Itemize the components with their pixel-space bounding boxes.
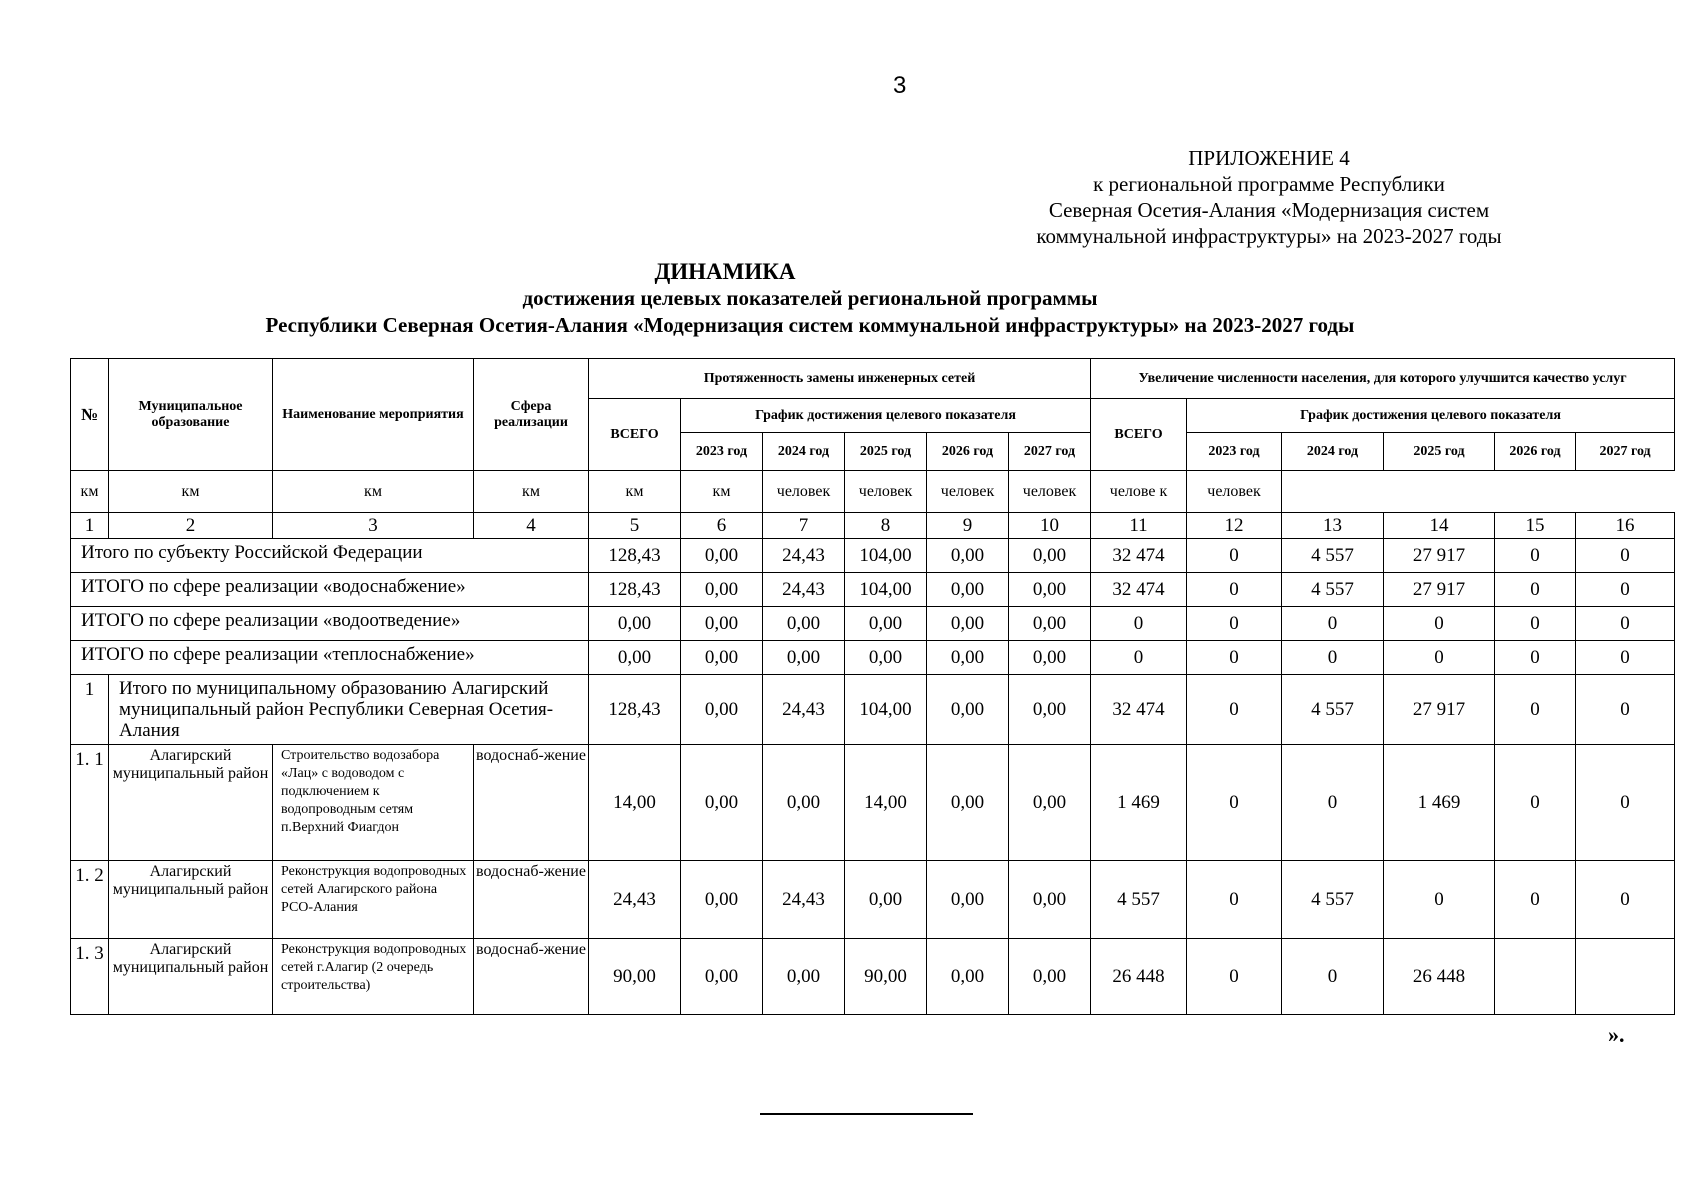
table-cell: 26 448: [1384, 939, 1495, 1015]
header-year-km: 2025 год: [845, 433, 927, 471]
column-number: 3: [273, 513, 474, 539]
table-cell: 1 469: [1384, 745, 1495, 861]
table-cell: 0: [1187, 675, 1282, 745]
table-cell: 24,43: [763, 861, 845, 939]
table-cell: 0,00: [763, 745, 845, 861]
header-year-km: 2027 год: [1009, 433, 1091, 471]
header-no: №: [71, 359, 109, 471]
table-cell: 14,00: [589, 745, 681, 861]
table-header: [71, 359, 1675, 539]
table-cell: 0: [1282, 607, 1384, 641]
table-cell: 0,00: [589, 607, 681, 641]
title-sub-1: достижения целевых показателей региональной программы: [522, 286, 1098, 310]
table-cell: [1576, 939, 1675, 1015]
table-cell: 0: [1495, 573, 1576, 607]
table-cell: 0,00: [1009, 539, 1091, 573]
column-number: 12: [1187, 513, 1282, 539]
appendix-line-3: Северная Осетия-Алания «Модернизация систем: [1048, 198, 1490, 222]
table-cell: 0,00: [927, 675, 1009, 745]
appendix-line-1: ПРИЛОЖЕНИЕ 4: [1188, 146, 1350, 170]
table-cell: 0: [1384, 861, 1495, 939]
row-number: 1. 1: [71, 745, 109, 861]
page-number: 3: [893, 72, 907, 99]
table-cell: 0: [1495, 539, 1576, 573]
table-cell: 0,00: [1009, 675, 1091, 745]
table-cell: 0,00: [927, 573, 1009, 607]
table-cell: 0: [1495, 675, 1576, 745]
column-number: 15: [1495, 513, 1576, 539]
header-year-people: 2023 год: [1187, 433, 1282, 471]
table-cell: 0,00: [927, 641, 1009, 675]
table-cell: 26 448: [1091, 939, 1187, 1015]
header-total-people: ВСЕГО: [1091, 399, 1187, 471]
table-cell: 0,00: [927, 939, 1009, 1015]
table-cell: 32 474: [1091, 539, 1187, 573]
table-cell: 0: [1495, 641, 1576, 675]
unit-people: человек: [1009, 471, 1091, 513]
table-cell: 0,00: [763, 641, 845, 675]
table-cell: 0,00: [927, 539, 1009, 573]
header-year-people: 2026 год: [1495, 433, 1576, 471]
header-year-km: 2026 год: [927, 433, 1009, 471]
table-cell: 0,00: [845, 607, 927, 641]
table-cell: 32 474: [1091, 675, 1187, 745]
header-group-population: Увеличение численности населения, для которого улучшится качество услуг: [1091, 359, 1675, 399]
table-row: [71, 861, 1675, 939]
column-number: 5: [589, 513, 681, 539]
table-cell: 0: [1282, 641, 1384, 675]
row-number: 1: [71, 675, 109, 745]
table-cell: 0,00: [1009, 939, 1091, 1015]
table-cell: [1495, 939, 1576, 1015]
header-year-people: 2024 год: [1282, 433, 1384, 471]
header-sphere: Сфера реализации: [474, 359, 589, 471]
table-cell: 90,00: [589, 939, 681, 1015]
table-cell: 4 557: [1091, 861, 1187, 939]
table-cell: 24,43: [763, 573, 845, 607]
unit-km: км: [273, 471, 474, 513]
table-row: [71, 641, 1675, 675]
table-cell: 0: [1576, 745, 1675, 861]
header-year-people: 2025 год: [1384, 433, 1495, 471]
row-municipality: Алагирский муниципальный район: [109, 861, 273, 939]
appendix-line-2: к региональной программе Республики: [1093, 172, 1445, 196]
table-cell: 4 557: [1282, 861, 1384, 939]
table-cell: 0,00: [681, 939, 763, 1015]
table-cell: 128,43: [589, 573, 681, 607]
table-cell: 0: [1187, 861, 1282, 939]
table-cell: 0,00: [681, 607, 763, 641]
column-number: 9: [927, 513, 1009, 539]
table-cell: 0,00: [681, 861, 763, 939]
column-number: 4: [474, 513, 589, 539]
column-number: 2: [109, 513, 273, 539]
table-cell: 0: [1091, 607, 1187, 641]
unit-km: км: [681, 471, 763, 513]
table-cell: 0: [1091, 641, 1187, 675]
unit-km: км: [589, 471, 681, 513]
table-body: [71, 539, 1675, 1015]
unit-people: человек: [845, 471, 927, 513]
table-cell: 0,00: [1009, 745, 1091, 861]
unit-km: км: [109, 471, 273, 513]
end-rule: [760, 1113, 973, 1115]
table-row: [71, 607, 1675, 641]
document-title: [70, 258, 1650, 339]
column-number-row: [71, 513, 1675, 539]
column-number: 10: [1009, 513, 1091, 539]
title-sub-2: Республики Северная Осетия-Алания «Модернизация систем коммунальной инфраструктуры» на 2023-2027 годы: [265, 313, 1355, 337]
title-main: ДИНАМИКА: [654, 259, 796, 284]
header-group-networks: Протяженность замены инженерных сетей: [589, 359, 1091, 399]
header-activity: Наименование мероприятия: [273, 359, 474, 471]
table-cell: 0,00: [927, 745, 1009, 861]
header-total-km: ВСЕГО: [589, 399, 681, 471]
table-cell: 0: [1576, 607, 1675, 641]
table-cell: 27 917: [1384, 675, 1495, 745]
header-schedule-km: График достижения целевого показателя: [681, 399, 1091, 433]
table-cell: 0,00: [589, 641, 681, 675]
table-cell: 0: [1576, 573, 1675, 607]
table-cell: 0,00: [1009, 573, 1091, 607]
row-label: ИТОГО по сфере реализации «теплоснабжение»: [71, 641, 589, 675]
row-label: Итого по муниципальному образованию Алагирский муниципальный район Республики Северная Осетия-Алания: [109, 675, 589, 745]
column-number: 13: [1282, 513, 1384, 539]
table-cell: 27 917: [1384, 573, 1495, 607]
table-cell: 0,00: [927, 861, 1009, 939]
column-number: 11: [1091, 513, 1187, 539]
table-cell: 0: [1187, 539, 1282, 573]
unit-km: км: [474, 471, 589, 513]
column-number: 7: [763, 513, 845, 539]
row-activity: Реконструкция водопроводных сетей г.Алагир (2 очередь строительства): [273, 939, 474, 1015]
table-cell: 0: [1576, 675, 1675, 745]
table-cell: 0: [1576, 641, 1675, 675]
table-cell: 0: [1187, 573, 1282, 607]
table-cell: 24,43: [763, 539, 845, 573]
table-cell: 0,00: [927, 607, 1009, 641]
table-row: [71, 539, 1675, 573]
column-number: 6: [681, 513, 763, 539]
table-cell: 32 474: [1091, 573, 1187, 607]
column-number: 16: [1576, 513, 1675, 539]
header-municipality: Муниципальное образование: [109, 359, 273, 471]
table-cell: 0: [1495, 745, 1576, 861]
table-cell: 0,00: [681, 641, 763, 675]
row-activity: Реконструкция водопроводных сетей Алагирского района РСО-Алания: [273, 861, 474, 939]
table-cell: 4 557: [1282, 539, 1384, 573]
row-sphere: водоснаб-жение: [474, 939, 589, 1015]
unit-people: человек: [763, 471, 845, 513]
column-number: 1: [71, 513, 109, 539]
table-cell: 0: [1576, 539, 1675, 573]
closing-quote-mark: ».: [1608, 1022, 1625, 1047]
indicators-table: [70, 358, 1675, 1015]
table-cell: 14,00: [845, 745, 927, 861]
table-cell: 0: [1187, 607, 1282, 641]
table-cell: 1 469: [1091, 745, 1187, 861]
table-cell: 0,00: [1009, 861, 1091, 939]
table-cell: 27 917: [1384, 539, 1495, 573]
table-cell: 90,00: [845, 939, 927, 1015]
table-row: [71, 939, 1675, 1015]
unit-people: челове к: [1091, 471, 1187, 513]
table-row: [71, 573, 1675, 607]
table-cell: 0: [1187, 939, 1282, 1015]
table-cell: 0,00: [681, 539, 763, 573]
header-year-km: 2024 год: [763, 433, 845, 471]
table-cell: 0: [1282, 745, 1384, 861]
table-cell: 4 557: [1282, 573, 1384, 607]
table-row-municipal-total: [71, 675, 1675, 745]
table-cell: 104,00: [845, 539, 927, 573]
table-cell: 128,43: [589, 675, 681, 745]
row-sphere: водоснаб-жение: [474, 745, 589, 861]
column-number: 8: [845, 513, 927, 539]
row-label: Итого по субъекту Российской Федерации: [71, 539, 589, 573]
header-year-km: 2023 год: [681, 433, 763, 471]
table-cell: 0,00: [1009, 607, 1091, 641]
unit-km: км: [71, 471, 109, 513]
table-cell: 0,00: [763, 939, 845, 1015]
table-cell: 4 557: [1282, 675, 1384, 745]
table-cell: 0: [1384, 607, 1495, 641]
row-sphere: водоснаб-жение: [474, 861, 589, 939]
table-cell: 0: [1384, 641, 1495, 675]
table-row: [71, 745, 1675, 861]
table-cell: 0,00: [681, 573, 763, 607]
row-municipality: Алагирский муниципальный район: [109, 939, 273, 1015]
row-municipality: Алагирский муниципальный район: [109, 745, 273, 861]
table-cell: 24,43: [763, 675, 845, 745]
row-number: 1. 3: [71, 939, 109, 1015]
row-label: ИТОГО по сфере реализации «водоотведение»: [71, 607, 589, 641]
row-label: ИТОГО по сфере реализации «водоснабжение»: [71, 573, 589, 607]
table-cell: 0,00: [1009, 641, 1091, 675]
table-cell: 0,00: [845, 861, 927, 939]
table-cell: 0,00: [763, 607, 845, 641]
table-cell: 0: [1495, 607, 1576, 641]
table-cell: 0,00: [681, 745, 763, 861]
table-cell: 0,00: [681, 675, 763, 745]
unit-people: человек: [1187, 471, 1282, 513]
table-cell: 128,43: [589, 539, 681, 573]
table-cell: 0: [1187, 641, 1282, 675]
header-year-people: 2027 год: [1576, 433, 1675, 471]
table-cell: 104,00: [845, 573, 927, 607]
table-cell: 0: [1187, 745, 1282, 861]
column-number: 14: [1384, 513, 1495, 539]
table-cell: 0,00: [845, 641, 927, 675]
row-number: 1. 2: [71, 861, 109, 939]
table-cell: 0: [1495, 861, 1576, 939]
header-schedule-people: График достижения целевого показателя: [1187, 399, 1675, 433]
row-activity: Строительство водозабора «Лац» с водоводом с подключением к водопроводным сетям п.Верхний Фиагдон: [273, 745, 474, 861]
appendix-header: [989, 145, 1549, 249]
table-cell: 0: [1282, 939, 1384, 1015]
table-cell: 24,43: [589, 861, 681, 939]
table-cell: 0: [1576, 861, 1675, 939]
appendix-line-4: коммунальной инфраструктуры» на 2023-2027 годы: [1036, 224, 1502, 248]
unit-people: человек: [927, 471, 1009, 513]
table-cell: 104,00: [845, 675, 927, 745]
